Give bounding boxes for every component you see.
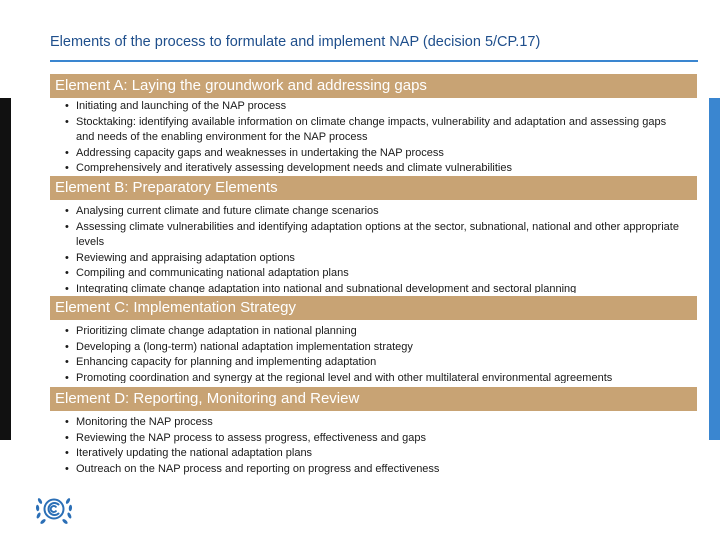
right-edge-bar xyxy=(709,98,720,440)
list-item: • Initiating and launching of the NAP process xyxy=(65,99,685,115)
list-item: • Assessing climate vulnerabilities and identifying adaptation options at the sector, subnational, national and other appropriate levels xyxy=(65,220,685,251)
list-item: • Analysing current climate and future climate change scenarios xyxy=(65,204,685,220)
list-item: • Iteratively updating the national adaptation plans xyxy=(65,446,685,462)
list-item: • Monitoring the NAP process xyxy=(65,415,685,431)
left-edge-bar xyxy=(0,98,11,440)
unfccc-logo-icon xyxy=(34,489,74,529)
list-item: • Reviewing the NAP process to assess progress, effectiveness and gaps xyxy=(65,431,685,447)
element-b-list xyxy=(65,204,685,293)
list-item: • Compiling and communicating national adaptation plans xyxy=(65,266,685,282)
element-c-header: Element C: Implementation Strategy xyxy=(50,296,697,320)
element-d-header: Element D: Reporting, Monitoring and Review xyxy=(50,387,697,411)
list-item: • Integrating climate change adaptation into national and subnational development and sectoral planning xyxy=(65,282,685,294)
list-item: • Developing a (long-term) national adaptation implementation strategy xyxy=(65,340,685,356)
element-d-list xyxy=(65,415,685,479)
element-c-list xyxy=(65,324,685,383)
list-item: • Stocktaking: identifying available information on climate change impacts, vulnerability and adaptation and assessing gaps and needs of the enabling environment for the NAP process xyxy=(65,115,685,146)
page-title: Elements of the process to formulate and implement NAP (decision 5/CP.17) xyxy=(50,34,541,50)
list-item: • Promoting coordination and synergy at the regional level and with other multilateral environmental agreements xyxy=(65,371,685,384)
element-a-list xyxy=(65,99,685,173)
list-item: • Prioritizing climate change adaptation in national planning xyxy=(65,324,685,340)
list-item: • Outreach on the NAP process and reporting on progress and effectiveness xyxy=(65,462,685,478)
list-item: • Comprehensively and iteratively assessing development needs and climate vulnerabilities xyxy=(65,161,685,173)
list-item: • Enhancing capacity for planning and implementing adaptation xyxy=(65,355,685,371)
list-item: • Addressing capacity gaps and weaknesses in undertaking the NAP process xyxy=(65,146,685,162)
title-divider xyxy=(50,60,698,62)
list-item: • Reviewing and appraising adaptation options xyxy=(65,251,685,267)
element-b-header: Element B: Preparatory Elements xyxy=(50,176,697,200)
element-a-header: Element A: Laying the groundwork and addressing gaps xyxy=(50,74,697,98)
